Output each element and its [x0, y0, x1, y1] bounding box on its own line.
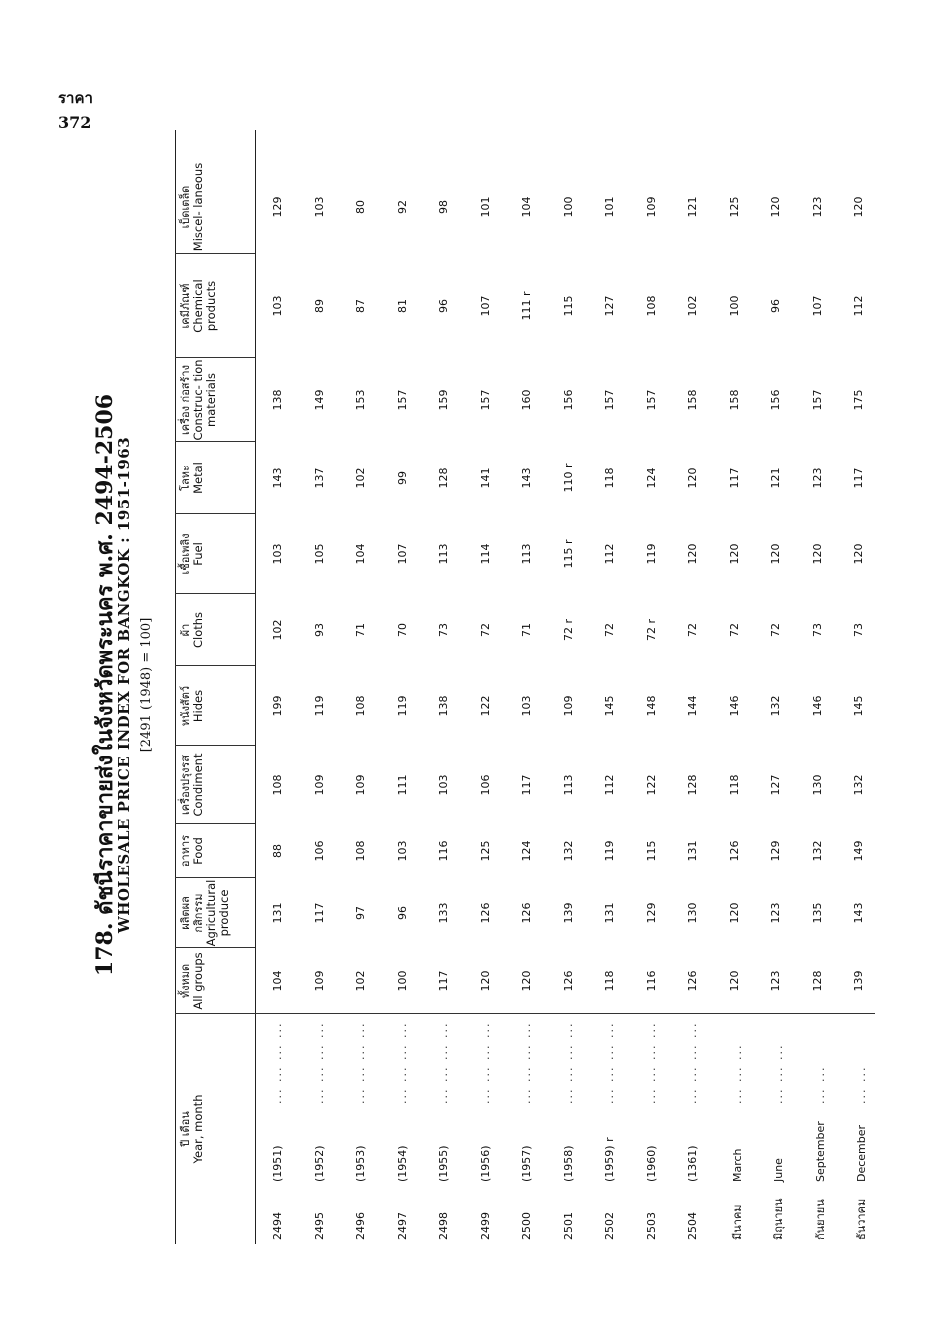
column-header-thai: ผลิตผล กสิกรรม: [179, 893, 205, 933]
table-cell: 108: [644, 295, 658, 317]
table-cell: 72: [603, 623, 616, 637]
table-cell: 100: [395, 970, 409, 992]
table-cell: 157: [810, 389, 824, 411]
table-cell: 135: [810, 902, 824, 924]
table-cell: 120: [478, 970, 492, 992]
table-cell: 109: [561, 695, 575, 717]
table-cell: 102: [686, 295, 699, 317]
table-cell: 143: [271, 467, 284, 489]
row-label: [313, 1022, 326, 1240]
column-header-english: Cloths: [191, 611, 205, 649]
table-base-note: [2491 (1948) = 100]: [139, 617, 154, 753]
table-cell: 129: [644, 902, 658, 924]
table-cell: 115: [561, 295, 575, 317]
table-cell: 107: [810, 295, 824, 317]
table-cell: 100: [727, 295, 741, 317]
table-header-rule: [255, 130, 256, 1244]
table-cell: 119: [395, 695, 409, 717]
row-code: 2496: [354, 1212, 367, 1240]
table-cell: 157: [395, 389, 409, 411]
table-cell: 123: [769, 970, 782, 992]
column-header-thai: ปี เดือน: [179, 1111, 192, 1147]
table-cell: 127: [769, 774, 782, 796]
table-cell: 157: [478, 389, 492, 411]
table-cell: 158: [727, 389, 741, 411]
table-cell: 81: [395, 299, 409, 313]
row-label: [354, 1022, 367, 1240]
table-cell: 101: [478, 196, 492, 218]
table-cell: 124: [644, 467, 658, 489]
table-cell: 118: [603, 970, 616, 992]
column-header-english: Fuel: [191, 542, 205, 566]
table-cell: 119: [603, 840, 616, 862]
row-code: 2502: [603, 1212, 616, 1240]
table-cell: 89: [312, 299, 326, 313]
row-label: [479, 1022, 492, 1240]
table-cell: 111 r: [520, 291, 533, 321]
table-cell: 107: [478, 295, 492, 317]
leader-dots: ... ... ... ...: [271, 1021, 284, 1104]
table-cell: 146: [727, 695, 741, 717]
table-cell: 108: [271, 774, 284, 796]
table-cell: 145: [852, 695, 865, 717]
table-cell: 132: [769, 695, 782, 717]
table-cell: 123: [810, 467, 824, 489]
column-header-thai: ทั้งหมด: [179, 963, 192, 999]
column-header-english: Metal: [191, 462, 205, 494]
row-code: 2494: [271, 1212, 284, 1240]
table-cell: 99: [395, 471, 409, 485]
table-cell: 129: [271, 196, 284, 218]
table-cell: 103: [271, 543, 284, 565]
row-code: ธันวาคม: [855, 1198, 868, 1240]
column-header: [179, 948, 205, 1014]
row-code: 2499: [478, 1212, 492, 1240]
table-cell: 128: [810, 970, 824, 992]
table-cell: 156: [561, 389, 575, 411]
table-cell: 72: [727, 623, 741, 637]
table-cell: 103: [271, 295, 284, 317]
table-top-rule: [175, 130, 176, 1244]
row-label: [562, 1022, 575, 1240]
leader-dots: ... ... ... ...: [478, 1021, 492, 1104]
table-cell: 103: [520, 695, 533, 717]
table-cell: 128: [437, 467, 450, 489]
row-code: 2497: [395, 1212, 409, 1240]
row-period: September: [813, 1121, 827, 1182]
column-header-english: Agricultural produce: [204, 879, 231, 947]
leader-dots: ... ... ... ...: [561, 1021, 575, 1104]
row-label: [728, 1044, 746, 1240]
table-cell: 104: [520, 196, 533, 218]
table-cell: 106: [312, 840, 326, 862]
table-cell: 72 r: [644, 618, 658, 642]
column-header-thai: หนังสัตว์: [179, 685, 192, 727]
table-cell: 120: [520, 970, 533, 992]
column-header-thai: เคมีภัณฑ์: [179, 283, 192, 329]
table-cell: 117: [852, 467, 865, 489]
column-header: [179, 878, 231, 948]
table-cell: 119: [644, 543, 658, 565]
table-cell: 73: [437, 623, 450, 637]
column-header: [179, 666, 205, 746]
table-cell: 115 r: [561, 539, 575, 569]
table-cell: 113: [520, 543, 533, 565]
row-period: (1955): [437, 1145, 450, 1182]
column-header-english: Hides: [191, 689, 205, 723]
table-cell: 109: [312, 774, 326, 796]
leader-dots: ... ... ... ...: [437, 1021, 450, 1104]
table-cell: 102: [354, 970, 367, 992]
section-header: ราคา: [58, 89, 93, 107]
table-cell: 117: [437, 970, 450, 992]
table-cell: 112: [603, 774, 616, 796]
table-cell: 108: [354, 695, 367, 717]
table-cell: 120: [810, 543, 824, 565]
table-cell: 100: [561, 196, 575, 218]
rotated-table-block: [55, 120, 885, 1250]
column-header: [179, 746, 205, 824]
column-header: [179, 160, 205, 254]
table-cell: 126: [520, 902, 533, 924]
table-cell: 138: [437, 695, 450, 717]
column-header-english: Chemical products: [191, 279, 218, 333]
row-code: 2500: [520, 1212, 533, 1240]
table-cell: 146: [810, 695, 824, 717]
table-cell: 175: [852, 389, 865, 411]
row-label: [520, 1022, 533, 1240]
table-cell: 128: [686, 774, 699, 796]
row-period: (1951): [271, 1145, 284, 1182]
leader-dots: ... ... ... ...: [354, 1021, 367, 1104]
price-index-table: [175, 130, 875, 1244]
column-header: [179, 1014, 205, 1244]
table-cell: 71: [354, 623, 367, 637]
table-cell: 71: [520, 623, 533, 637]
table-cell: 73: [852, 623, 865, 637]
leader-dots: ... ... ...: [730, 1043, 744, 1104]
row-label: [852, 1066, 870, 1240]
table-cell: 120: [727, 543, 741, 565]
row-period: (1958): [561, 1145, 575, 1182]
row-period: (1361): [686, 1145, 699, 1182]
table-cell: 120: [727, 970, 741, 992]
table-cell: 125: [727, 196, 741, 218]
table-cell: 113: [561, 774, 575, 796]
row-label: [686, 1022, 699, 1240]
table-cell: 126: [686, 970, 699, 992]
table-cell: 120: [769, 196, 782, 218]
table-cell: 109: [354, 774, 367, 796]
table-cell: 119: [312, 695, 326, 717]
table-cell: 157: [603, 389, 616, 411]
table-cell: 160: [520, 389, 533, 411]
row-code: 2504: [686, 1212, 699, 1240]
table-cell: 72 r: [561, 618, 575, 642]
table-cell: 130: [686, 902, 699, 924]
table-cell: 120: [852, 196, 865, 218]
table-cell: 144: [686, 695, 699, 717]
table-cell: 137: [312, 467, 326, 489]
leader-dots: ... ... ... ...: [395, 1021, 409, 1104]
table-cell: 87: [354, 299, 367, 313]
table-cell: 121: [686, 196, 699, 218]
table-cell: 148: [644, 695, 658, 717]
table-cell: 109: [644, 196, 658, 218]
page-number: 372: [58, 113, 92, 132]
table-cell: 120: [727, 902, 741, 924]
row-period: (1954): [395, 1145, 409, 1182]
row-code: มิถุนายน: [772, 1198, 785, 1240]
table-cell: 199: [271, 695, 284, 717]
table-cell: 117: [312, 902, 326, 924]
table-cell: 118: [603, 467, 616, 489]
table-cell: 117: [727, 467, 741, 489]
table-cell: 131: [603, 902, 616, 924]
row-code: มีนาคม: [730, 1204, 744, 1240]
table-cell: 108: [354, 840, 367, 862]
column-header-english: Year, month: [191, 1094, 205, 1164]
row-period: December: [855, 1124, 868, 1182]
table-cell: 118: [727, 774, 741, 796]
table-cell: 120: [686, 467, 699, 489]
row-period: (1960): [644, 1145, 658, 1182]
table-cell: 133: [437, 902, 450, 924]
table-cell: 113: [437, 543, 450, 565]
table-cell: 139: [561, 902, 575, 924]
table-cell: 131: [686, 840, 699, 862]
column-header: [179, 824, 205, 878]
table-cell: 130: [810, 774, 824, 796]
table-cell: 123: [810, 196, 824, 218]
row-label: [437, 1022, 450, 1240]
leader-dots: ... ...: [855, 1065, 868, 1104]
table-cell: 149: [852, 840, 865, 862]
leader-dots: ... ... ... ...: [520, 1021, 533, 1104]
table-cell: 127: [603, 295, 616, 317]
table-cell: 112: [852, 295, 865, 317]
table-cell: 141: [478, 467, 492, 489]
table-cell: 97: [354, 906, 367, 920]
table-cell: 143: [520, 467, 533, 489]
column-header-thai: เครื่องปรุงรส: [179, 755, 192, 815]
row-label: [645, 1022, 658, 1240]
row-period: (1952): [312, 1145, 326, 1182]
table-cell: 80: [354, 200, 367, 214]
table-cell: 96: [395, 906, 409, 920]
table-cell: 116: [644, 970, 658, 992]
column-header-thai: ผ้า: [179, 623, 192, 637]
table-cell: 103: [437, 774, 450, 796]
table-cell: 158: [686, 389, 699, 411]
table-cell: 159: [437, 389, 450, 411]
table-cell: 73: [810, 623, 824, 637]
table-cell: 138: [271, 389, 284, 411]
column-header-english: All groups: [191, 952, 205, 1010]
table-cell: 117: [520, 774, 533, 796]
table-cell: 156: [769, 389, 782, 411]
table-cell: 111: [395, 774, 409, 796]
table-cell: 96: [769, 299, 782, 313]
table-cell: 101: [603, 196, 616, 218]
column-header: [179, 514, 205, 594]
table-cell: 131: [271, 902, 284, 924]
column-header: [179, 594, 205, 666]
row-code: 2503: [644, 1212, 658, 1240]
table-cell: 103: [312, 196, 326, 218]
column-header-english: Construc- tion materials: [191, 359, 218, 441]
column-header-english: Miscel- laneous: [191, 162, 205, 252]
table-cell: 96: [437, 299, 450, 313]
table-cell: 105: [312, 543, 326, 565]
column-header-thai: เบ็ดเตล็ด: [179, 185, 192, 229]
table-cell: 149: [312, 389, 326, 411]
table-cell: 70: [395, 623, 409, 637]
table-cell: 125: [478, 840, 492, 862]
table-cell: 126: [561, 970, 575, 992]
table-cell: 102: [354, 467, 367, 489]
row-label: [769, 1044, 787, 1240]
row-period: June: [772, 1158, 785, 1182]
table-cell: 110 r: [561, 463, 575, 493]
table-cell: 157: [644, 389, 658, 411]
column-header-english: Food: [191, 837, 205, 865]
table-title-english: WHOLESALE PRICE INDEX FOR BANGKOK : 1951-1963: [115, 436, 133, 934]
row-code: 2495: [312, 1212, 326, 1240]
table-cell: 92: [395, 200, 409, 214]
table-cell: 126: [727, 840, 741, 862]
column-header-thai: อาหาร: [179, 834, 192, 868]
row-period: March: [730, 1148, 744, 1182]
table-cell: 106: [478, 774, 492, 796]
table-cell: 102: [271, 619, 284, 641]
table-cell: 120: [852, 543, 865, 565]
table-cell: 126: [478, 902, 492, 924]
table-cell: 123: [769, 902, 782, 924]
table-cell: 104: [354, 543, 367, 565]
column-header: [179, 254, 218, 358]
row-label: [271, 1022, 284, 1240]
table-cell: 114: [478, 543, 492, 565]
column-header-thai: เชื้อเพลิง: [179, 533, 192, 575]
table-cell: 88: [271, 844, 284, 858]
table-cell: 120: [769, 543, 782, 565]
table-cell: 143: [852, 902, 865, 924]
row-period: (1956): [478, 1145, 492, 1182]
table-cell: 120: [686, 543, 699, 565]
row-period: (1957): [520, 1145, 533, 1182]
table-cell: 116: [437, 840, 450, 862]
row-label: [396, 1022, 409, 1240]
column-header-thai: เครื่อง ก่อสร้าง: [179, 365, 192, 435]
table-cell: 72: [478, 623, 492, 637]
table-cell: 132: [810, 840, 824, 862]
row-period: (1953): [354, 1145, 367, 1182]
table-cell: 124: [520, 840, 533, 862]
table-cell: 145: [603, 695, 616, 717]
leader-dots: ... ... ... ...: [312, 1021, 326, 1104]
table-cell: 122: [478, 695, 492, 717]
row-code: กันยายน: [813, 1199, 827, 1240]
table-cell: 72: [686, 623, 699, 637]
table-cell: 121: [769, 467, 782, 489]
table-cell: 104: [271, 970, 284, 992]
table-cell: 132: [852, 774, 865, 796]
leader-dots: ... ...: [813, 1065, 827, 1104]
row-period: (1959) r: [603, 1137, 616, 1182]
table-title-thai: 178. ดัชนีราคาขายส่งในจังหวัดพระนคร พ.ศ. 2494-2506: [92, 393, 118, 977]
row-label: [811, 1066, 829, 1240]
table-cell: 93: [312, 623, 326, 637]
row-label: [603, 1022, 616, 1240]
table-cell: 103: [395, 840, 409, 862]
leader-dots: ... ... ... ...: [644, 1021, 658, 1104]
table-cell: 129: [769, 840, 782, 862]
table-cell: 109: [312, 970, 326, 992]
table-cell: 115: [644, 840, 658, 862]
leader-dots: ... ... ...: [772, 1043, 785, 1104]
table-cell: 98: [437, 200, 450, 214]
column-header-english: Condiment: [191, 753, 205, 817]
table-cell: 107: [395, 543, 409, 565]
column-header: [179, 442, 205, 514]
table-cell: 122: [644, 774, 658, 796]
table-cell: 153: [354, 389, 367, 411]
table-cell: 139: [852, 970, 865, 992]
table-cell: 132: [561, 840, 575, 862]
leader-dots: ... ... ... ...: [686, 1021, 699, 1104]
table-cell: 112: [603, 543, 616, 565]
row-code: 2501: [561, 1212, 575, 1240]
leader-dots: ... ... ... ...: [603, 1021, 616, 1104]
table-cell: 72: [769, 623, 782, 637]
column-header: [179, 358, 218, 442]
row-code: 2498: [437, 1212, 450, 1240]
column-header-thai: โลหะ: [179, 465, 192, 491]
